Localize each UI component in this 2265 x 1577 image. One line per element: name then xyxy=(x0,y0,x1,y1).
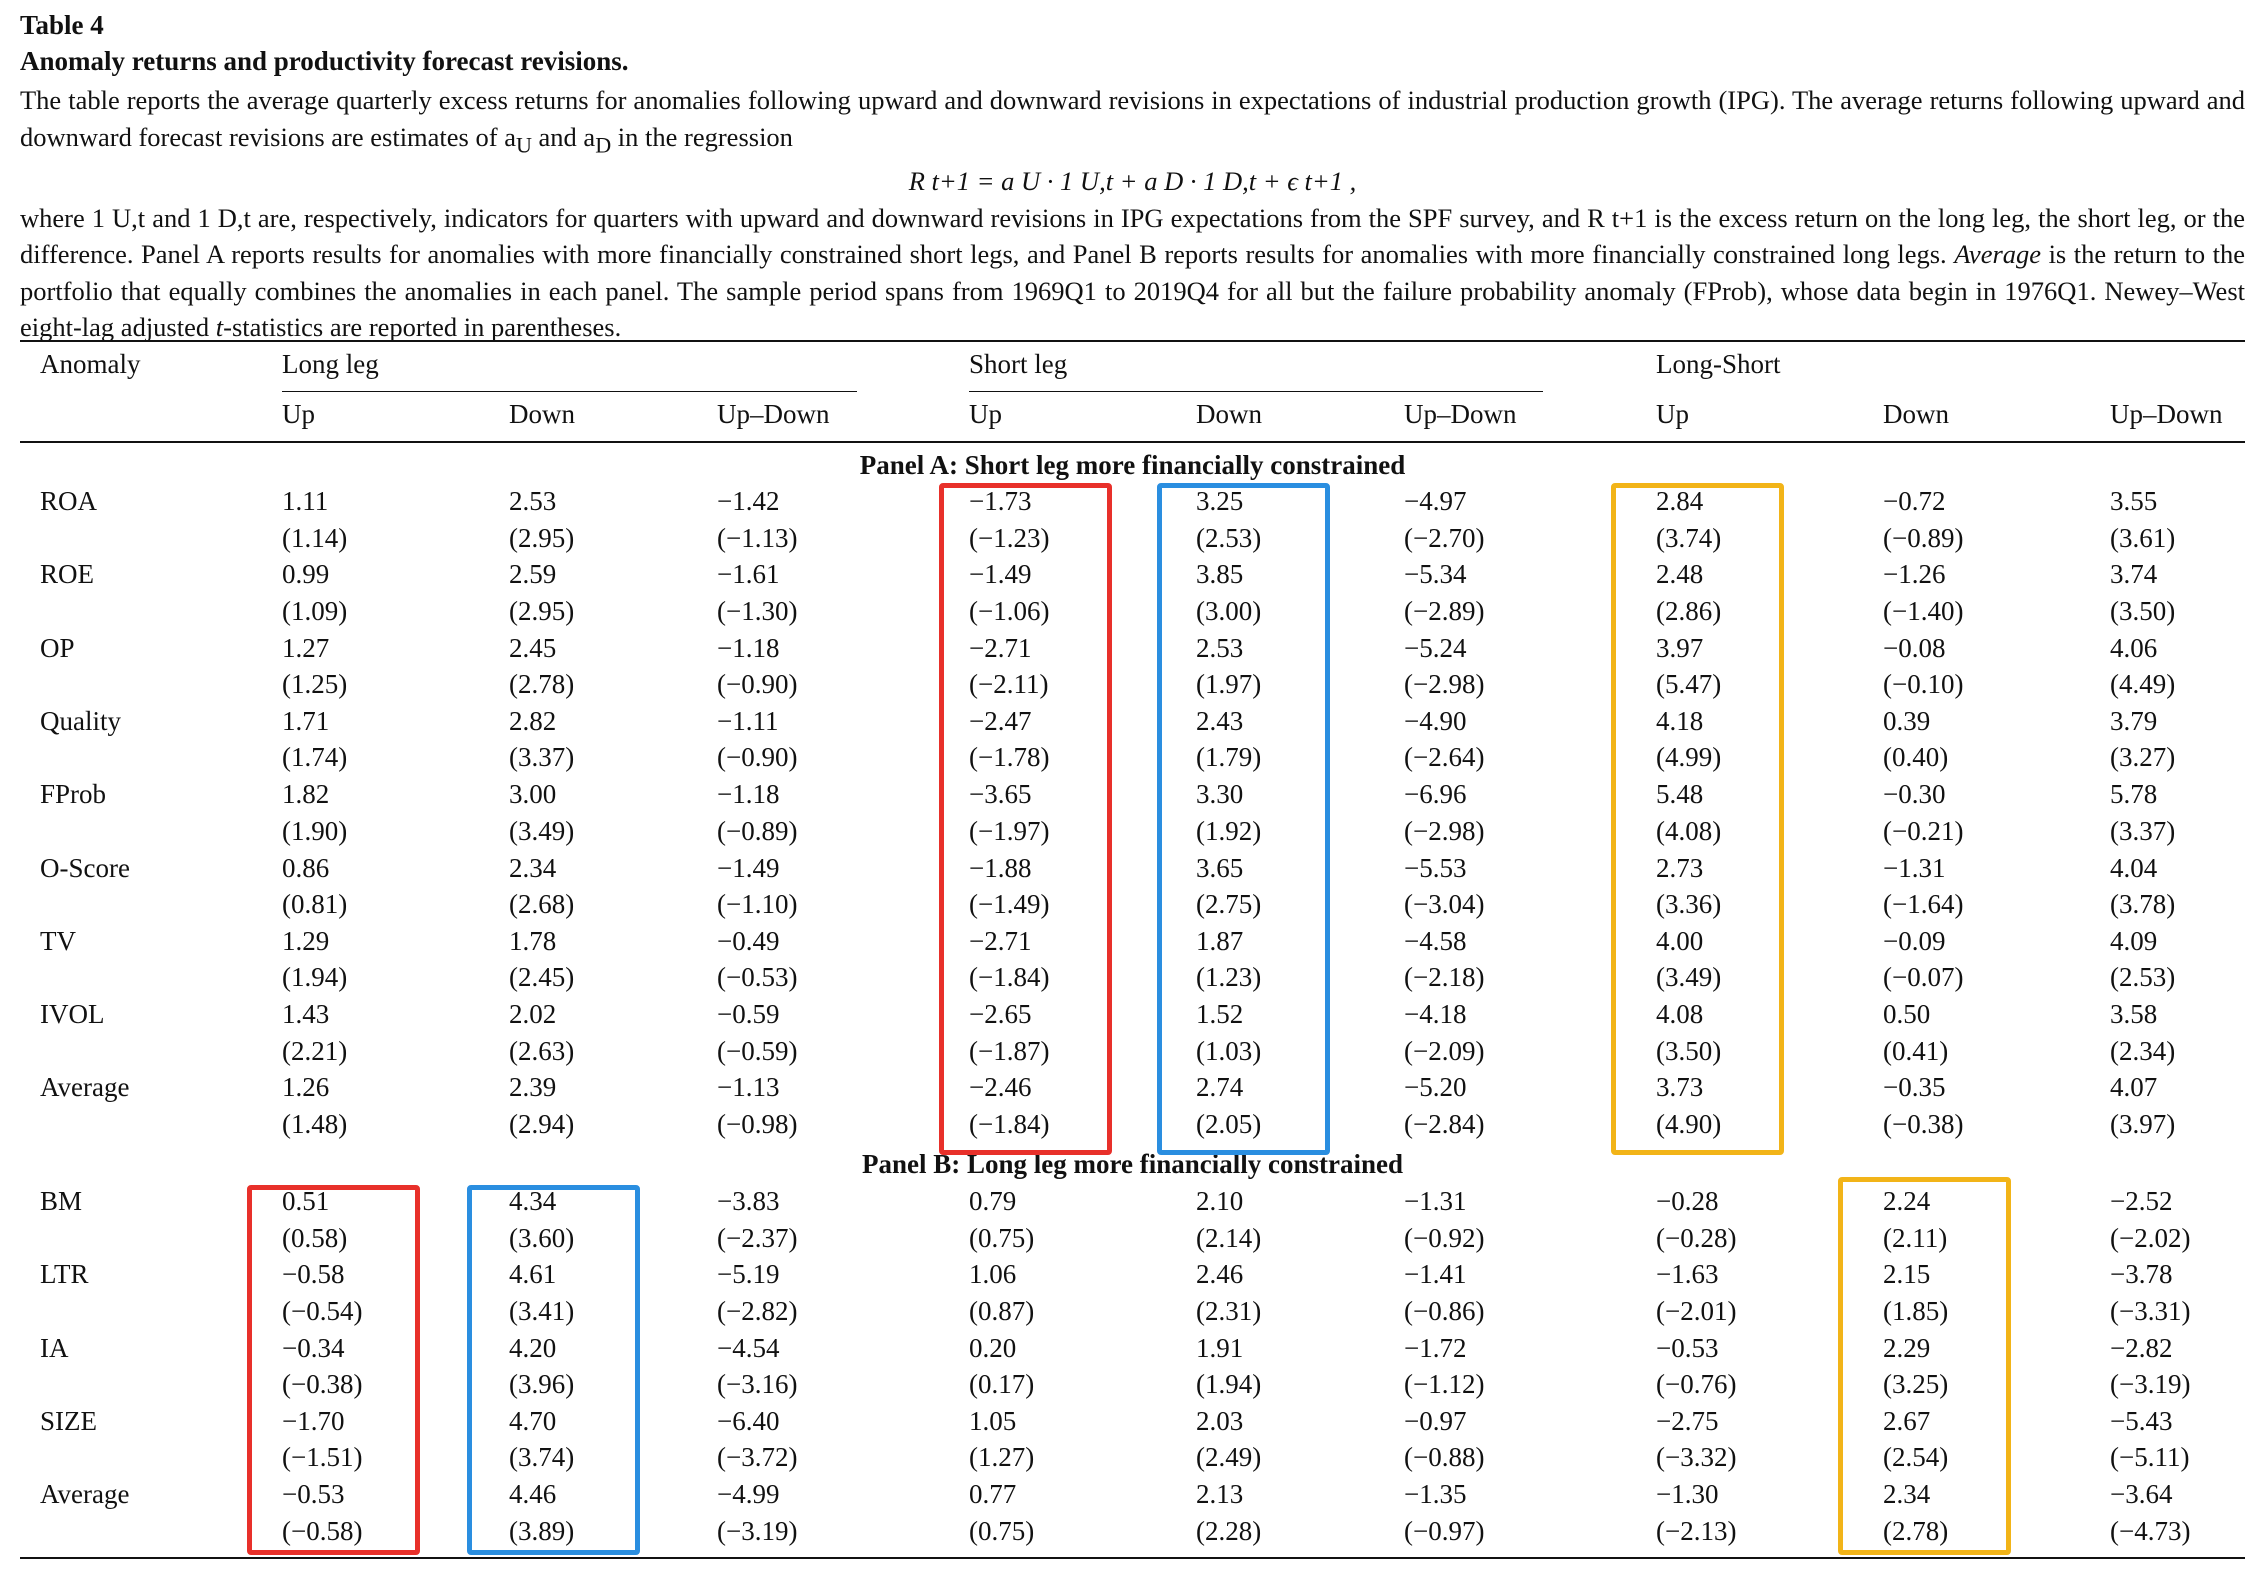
tstat-ls-up: (4.90) xyxy=(1656,1108,1722,1139)
tstat-ls-down: (2.11) xyxy=(1883,1222,1948,1253)
tstat-short-up: (−2.11) xyxy=(969,669,1049,700)
estimate-ls-down: −0.72 xyxy=(1883,486,1946,516)
row-label: O-Score xyxy=(40,852,130,883)
tstat-ls-updown: (2.53) xyxy=(2110,962,2176,993)
estimate-long-updown: −1.49 xyxy=(717,852,780,883)
estimate-short-up: 0.77 xyxy=(969,1479,1017,1510)
tstat-short-down: (1.94) xyxy=(1196,1369,1262,1400)
tstat-short-updown: (−3.04) xyxy=(1404,889,1485,919)
tstat-ls-down: (−0.10) xyxy=(1883,669,1964,700)
tstat-long-updown: (−3.72) xyxy=(717,1442,798,1473)
tstat-short-up: (−1.97) xyxy=(969,815,1050,846)
tstat-short-down: (2.53) xyxy=(1196,522,1262,553)
tstat-short-up: (−1.23) xyxy=(969,522,1050,553)
row-label: BM xyxy=(40,1186,83,1216)
estimate-long-updown: −4.54 xyxy=(717,1332,780,1363)
tstat-short-down: (2.49) xyxy=(1196,1442,1262,1473)
estimate-ls-up: −1.63 xyxy=(1656,1259,1719,1290)
estimate-long-updown: −1.61 xyxy=(717,559,780,590)
tstat-long-up: (−1.51) xyxy=(282,1442,363,1473)
tstat-short-updown: (−2.84) xyxy=(1404,1108,1485,1139)
panel-b-title: Panel B: Long leg more financially constrained xyxy=(862,1149,1403,1179)
tstat-long-updown: (−3.16) xyxy=(717,1369,798,1400)
estimate-ls-down: 2.24 xyxy=(1883,1186,1931,1216)
estimate-ls-updown: 3.74 xyxy=(2110,559,2158,590)
estimate-short-up: −1.73 xyxy=(969,486,1032,516)
estimate-ls-updown: 5.78 xyxy=(2110,779,2158,810)
estimate-long-up: 0.86 xyxy=(282,852,330,883)
estimate-long-down: 2.82 xyxy=(509,705,557,736)
tstat-long-down: (3.41) xyxy=(509,1295,575,1326)
tstat-long-updown: (−1.13) xyxy=(717,522,798,553)
tstat-ls-updown: (−3.19) xyxy=(2110,1369,2191,1400)
estimate-ls-updown: −2.52 xyxy=(2110,1186,2173,1216)
estimate-short-updown: −5.20 xyxy=(1404,1072,1467,1103)
tstat-long-up: (1.25) xyxy=(282,669,348,700)
table-title: Anomaly returns and productivity forecast revisions. xyxy=(20,46,629,76)
estimate-short-up: −2.65 xyxy=(969,999,1032,1030)
tstat-short-up: (0.87) xyxy=(969,1295,1035,1326)
estimate-short-down: 2.13 xyxy=(1196,1479,1244,1510)
estimate-long-down: 1.78 xyxy=(509,925,557,956)
estimate-long-down: 2.59 xyxy=(509,559,557,590)
estimate-short-down: 3.65 xyxy=(1196,852,1244,883)
header-long-short: Long-Short xyxy=(1656,349,1781,379)
tstat-ls-down: (0.40) xyxy=(1883,742,1949,773)
tstat-long-up: (−0.38) xyxy=(282,1369,363,1400)
tstat-ls-up: (−2.13) xyxy=(1656,1515,1737,1546)
tstat-short-updown: (−0.92) xyxy=(1404,1222,1485,1253)
estimate-ls-up: 2.84 xyxy=(1656,486,1704,516)
tstat-short-updown: (−0.97) xyxy=(1404,1515,1485,1546)
tstat-ls-down: (2.54) xyxy=(1883,1442,1949,1473)
header-ls-up: Up xyxy=(1656,399,1689,429)
estimate-ls-updown: 4.07 xyxy=(2110,1072,2158,1103)
estimate-long-up: 1.29 xyxy=(282,925,330,956)
tstat-short-down: (3.00) xyxy=(1196,595,1262,626)
tstat-long-up: (−0.58) xyxy=(282,1515,363,1546)
header-long-down: Down xyxy=(509,399,575,429)
estimate-ls-down: −1.26 xyxy=(1883,559,1946,590)
row-label: TV xyxy=(40,925,76,956)
tstat-long-down: (3.74) xyxy=(509,1442,575,1473)
tstat-short-down: (2.05) xyxy=(1196,1108,1262,1139)
tstat-ls-down: (−0.89) xyxy=(1883,522,1964,553)
estimate-long-down: 4.20 xyxy=(509,1332,557,1363)
tstat-long-down: (3.49) xyxy=(509,815,575,846)
tstat-long-updown: (−2.37) xyxy=(717,1222,798,1253)
tstat-ls-down: (−0.07) xyxy=(1883,962,1964,993)
tstat-short-up: (0.75) xyxy=(969,1222,1035,1253)
estimate-ls-down: −0.35 xyxy=(1883,1072,1946,1103)
row-label: FProb xyxy=(40,779,107,810)
tstat-short-updown: (−1.12) xyxy=(1404,1369,1485,1400)
estimate-ls-updown: 3.55 xyxy=(2110,486,2158,516)
tstat-long-up: (1.74) xyxy=(282,742,348,773)
estimate-short-up: 1.05 xyxy=(969,1405,1017,1436)
estimate-long-down: 2.45 xyxy=(509,632,557,663)
estimate-ls-down: 2.15 xyxy=(1883,1259,1931,1290)
estimate-long-updown: −3.83 xyxy=(717,1186,780,1216)
estimate-ls-up: 4.00 xyxy=(1656,925,1704,956)
tstat-long-up: (0.81) xyxy=(282,889,348,919)
estimate-ls-down: −0.30 xyxy=(1883,779,1946,810)
estimate-short-updown: −1.35 xyxy=(1404,1479,1467,1510)
estimate-ls-updown: 4.09 xyxy=(2110,925,2158,956)
estimate-short-up: −2.71 xyxy=(969,925,1032,956)
panel-a-title: Panel A: Short leg more financially constrained xyxy=(859,450,1406,480)
row-label: Quality xyxy=(40,705,121,736)
tstat-short-up: (−1.84) xyxy=(969,1108,1050,1139)
table-caption xyxy=(20,82,2245,346)
short-leg-underline xyxy=(969,391,1543,392)
estimate-ls-up: −1.30 xyxy=(1656,1479,1719,1510)
estimate-ls-up: −0.28 xyxy=(1656,1186,1719,1216)
tstat-ls-updown: (3.27) xyxy=(2110,742,2176,773)
estimate-ls-updown: 4.06 xyxy=(2110,632,2158,663)
tstat-short-updown: (−2.09) xyxy=(1404,1035,1485,1066)
tstat-ls-up: (5.47) xyxy=(1656,669,1722,700)
estimate-long-up: 0.99 xyxy=(282,559,330,590)
estimate-long-up: 1.11 xyxy=(282,486,329,516)
estimate-short-up: 0.20 xyxy=(969,1332,1017,1363)
tstat-ls-updown: (3.78) xyxy=(2110,889,2176,919)
tstat-ls-down: (2.78) xyxy=(1883,1515,1949,1546)
header-long-up: Up xyxy=(282,399,315,429)
tstat-short-down: (2.75) xyxy=(1196,889,1262,919)
tstat-short-up: (−1.84) xyxy=(969,962,1050,993)
table-label: Table 4 xyxy=(20,10,104,40)
estimate-short-down: 1.87 xyxy=(1196,925,1244,956)
estimate-short-up: −1.49 xyxy=(969,559,1032,590)
estimate-short-down: 1.52 xyxy=(1196,999,1244,1030)
tstat-ls-down: (−0.38) xyxy=(1883,1108,1964,1139)
estimate-long-up: 1.27 xyxy=(282,632,330,663)
estimate-short-updown: −4.90 xyxy=(1404,705,1467,736)
tstat-ls-up: (2.86) xyxy=(1656,595,1722,626)
header-ls-down: Down xyxy=(1883,399,1949,429)
estimate-long-up: 1.82 xyxy=(282,779,330,810)
tstat-ls-up: (3.36) xyxy=(1656,889,1722,919)
tstat-long-up: (1.09) xyxy=(282,595,348,626)
tstat-long-down: (3.89) xyxy=(509,1515,575,1546)
estimate-long-updown: −5.19 xyxy=(717,1259,780,1290)
tstat-ls-updown: (−4.73) xyxy=(2110,1515,2191,1546)
estimate-short-updown: −5.34 xyxy=(1404,559,1467,590)
row-label: IVOL xyxy=(40,999,105,1030)
estimate-ls-down: 2.34 xyxy=(1883,1479,1931,1510)
estimate-short-down: 3.30 xyxy=(1196,779,1244,810)
estimate-ls-up: 5.48 xyxy=(1656,779,1704,810)
estimate-short-updown: −1.31 xyxy=(1404,1186,1467,1216)
estimate-short-up: −2.47 xyxy=(969,705,1032,736)
row-label: Average xyxy=(40,1479,130,1510)
tstat-short-updown: (−2.98) xyxy=(1404,669,1485,700)
tstat-ls-updown: (3.37) xyxy=(2110,815,2176,846)
tstat-ls-updown: (3.61) xyxy=(2110,522,2176,553)
tstat-long-down: (2.45) xyxy=(509,962,575,993)
estimate-long-updown: −0.59 xyxy=(717,999,780,1030)
estimate-ls-up: −0.53 xyxy=(1656,1332,1719,1363)
row-label: ROA xyxy=(40,486,98,516)
estimate-ls-down: 0.50 xyxy=(1883,999,1931,1030)
header-short-up: Up xyxy=(969,399,1002,429)
tstat-long-down: (2.95) xyxy=(509,595,575,626)
header-short-down: Down xyxy=(1196,399,1262,429)
estimate-short-updown: −4.58 xyxy=(1404,925,1467,956)
tstat-long-updown: (−1.30) xyxy=(717,595,798,626)
row-label: OP xyxy=(40,632,75,663)
estimate-long-updown: −1.11 xyxy=(717,705,779,736)
estimate-ls-down: 0.39 xyxy=(1883,705,1931,736)
estimate-long-updown: −0.49 xyxy=(717,925,780,956)
estimate-ls-down: −0.08 xyxy=(1883,632,1946,663)
estimate-short-up: −2.71 xyxy=(969,632,1032,663)
tstat-short-up: (1.27) xyxy=(969,1442,1035,1473)
estimate-short-down: 3.25 xyxy=(1196,486,1244,516)
tstat-long-updown: (−0.90) xyxy=(717,669,798,700)
estimate-long-down: 3.00 xyxy=(509,779,557,810)
tstat-long-up: (1.94) xyxy=(282,962,348,993)
tstat-long-updown: (−1.10) xyxy=(717,889,798,919)
row-label: ROE xyxy=(40,559,94,590)
tstat-short-down: (1.92) xyxy=(1196,815,1262,846)
estimate-long-up: 1.71 xyxy=(282,705,330,736)
estimate-long-up: 1.43 xyxy=(282,999,330,1030)
tstat-ls-up: (−0.28) xyxy=(1656,1222,1737,1253)
tstat-ls-up: (−0.76) xyxy=(1656,1369,1737,1400)
estimate-ls-down: 2.29 xyxy=(1883,1332,1931,1363)
estimate-short-down: 2.43 xyxy=(1196,705,1244,736)
tstat-ls-down: (−0.21) xyxy=(1883,815,1964,846)
tstat-short-down: (2.14) xyxy=(1196,1222,1262,1253)
tstat-ls-up: (4.99) xyxy=(1656,742,1722,773)
estimate-short-up: −2.46 xyxy=(969,1072,1032,1103)
tstat-ls-up: (3.50) xyxy=(1656,1035,1722,1066)
caption-paragraph-2: where 1 U,t and 1 D,t are, respectively, indicators for quarters with upward and downward revisions in IPG expectations from the SPF survey, and R t+1 is the excess return on the long leg, the short leg, or the difference. Panel A reports results for anomalies with more financially constrained short legs, and Panel B reports results for anomalies with more financially constrained long legs. Average is the return to the portfolio that equally combines the anomalies in each panel. The sample period spans from 1969Q1 to 2019Q4 for all but the failure probability anomaly (FProb), whose data begin in 1976Q1. Newey–West eight-lag adjusted t-statistics are reported in parentheses. xyxy=(20,202,2245,343)
tstat-short-up: (−1.87) xyxy=(969,1035,1050,1066)
tstat-long-updown: (−0.53) xyxy=(717,962,798,993)
header-anomaly: Anomaly xyxy=(40,349,141,379)
estimate-long-updown: −1.18 xyxy=(717,779,780,810)
estimate-long-up: 0.51 xyxy=(282,1186,330,1216)
regression-equation: R t+1 = a U · 1 U,t + a D · 1 D,t + ϵ t+1 , xyxy=(908,166,1357,197)
tstat-ls-updown: (−5.11) xyxy=(2110,1442,2190,1473)
bottom-rule xyxy=(20,1557,2245,1559)
estimate-short-updown: −5.24 xyxy=(1404,632,1467,663)
estimate-short-up: 1.06 xyxy=(969,1259,1017,1290)
tstat-short-down: (2.31) xyxy=(1196,1295,1262,1326)
estimate-ls-up: −2.75 xyxy=(1656,1405,1719,1436)
estimate-long-down: 2.34 xyxy=(509,852,557,883)
header-long-leg: Long leg xyxy=(282,349,379,379)
tstat-short-updown: (−2.18) xyxy=(1404,962,1485,993)
tstat-long-up: (−0.54) xyxy=(282,1295,363,1326)
tstat-short-up: (−1.49) xyxy=(969,889,1050,919)
estimate-ls-updown: −5.43 xyxy=(2110,1405,2173,1436)
estimate-ls-updown: −3.64 xyxy=(2110,1479,2173,1510)
estimate-ls-down: −0.09 xyxy=(1883,925,1946,956)
tstat-long-down: (2.68) xyxy=(509,889,575,919)
tstat-ls-updown: (−3.31) xyxy=(2110,1295,2191,1326)
tstat-ls-up: (−2.01) xyxy=(1656,1295,1737,1326)
estimate-ls-updown: 3.58 xyxy=(2110,999,2158,1030)
tstat-ls-up: (−3.32) xyxy=(1656,1442,1737,1473)
tstat-ls-updown: (4.49) xyxy=(2110,669,2176,700)
estimate-short-updown: −5.53 xyxy=(1404,852,1467,883)
estimate-long-down: 2.39 xyxy=(509,1072,557,1103)
row-label: IA xyxy=(40,1332,69,1363)
estimate-long-up: −0.53 xyxy=(282,1479,345,1510)
estimate-short-updown: −4.97 xyxy=(1404,486,1467,516)
estimate-ls-up: 3.97 xyxy=(1656,632,1704,663)
estimate-short-updown: −6.96 xyxy=(1404,779,1467,810)
header-rule xyxy=(20,441,2245,443)
caption-paragraph-1: The table reports the average quarterly excess returns for anomalies following upward and downward revisions in expectations of industrial production growth (IPG). The average returns following upward and downward forecast revisions are estimates of $a_U$ and $a_D$ in the regression xyxy=(20,85,2245,157)
long-leg-underline xyxy=(282,391,857,392)
estimate-ls-up: 2.48 xyxy=(1656,559,1704,590)
tstat-short-down: (2.28) xyxy=(1196,1515,1262,1546)
estimate-short-updown: −4.18 xyxy=(1404,999,1467,1030)
header-short-updown: Up–Down xyxy=(1404,399,1517,429)
estimate-ls-updown: −3.78 xyxy=(2110,1259,2173,1290)
tstat-ls-up: (3.74) xyxy=(1656,522,1722,553)
tstat-long-down: (3.96) xyxy=(509,1369,575,1400)
estimate-short-down: 3.85 xyxy=(1196,559,1244,590)
tstat-short-updown: (−2.89) xyxy=(1404,595,1485,626)
tstat-ls-updown: (2.34) xyxy=(2110,1035,2176,1066)
tstat-short-updown: (−2.70) xyxy=(1404,522,1485,553)
tstat-long-updown: (−0.89) xyxy=(717,815,798,846)
estimate-short-up: −1.88 xyxy=(969,852,1032,883)
tstat-short-up: (−1.78) xyxy=(969,742,1050,773)
header-long-updown: Up–Down xyxy=(717,399,830,429)
estimate-short-updown: −1.72 xyxy=(1404,1332,1467,1363)
estimate-short-updown: −1.41 xyxy=(1404,1259,1467,1290)
estimate-short-down: 2.74 xyxy=(1196,1072,1244,1103)
estimate-short-down: 2.10 xyxy=(1196,1186,1244,1216)
tstat-ls-down: (−1.64) xyxy=(1883,889,1964,919)
estimate-short-down: 2.03 xyxy=(1196,1405,1244,1436)
tstat-ls-up: (4.08) xyxy=(1656,815,1722,846)
tstat-ls-updown: (3.97) xyxy=(2110,1108,2176,1139)
estimate-long-down: 4.34 xyxy=(509,1186,557,1216)
tstat-long-down: (2.78) xyxy=(509,669,575,700)
tstat-long-down: (3.37) xyxy=(509,742,575,773)
tstat-long-down: (3.60) xyxy=(509,1222,575,1253)
tstat-ls-down: (3.25) xyxy=(1883,1369,1949,1400)
tstat-ls-updown: (−2.02) xyxy=(2110,1222,2191,1253)
tstat-long-updown: (−0.59) xyxy=(717,1035,798,1066)
estimate-ls-up: 4.08 xyxy=(1656,999,1704,1030)
tstat-long-up: (0.58) xyxy=(282,1222,348,1253)
estimate-long-up: 1.26 xyxy=(282,1072,330,1103)
tstat-short-updown: (−0.86) xyxy=(1404,1295,1485,1326)
estimate-ls-up: 4.18 xyxy=(1656,705,1704,736)
estimate-short-updown: −0.97 xyxy=(1404,1405,1467,1436)
estimate-short-down: 1.91 xyxy=(1196,1332,1244,1363)
estimate-long-updown: −1.42 xyxy=(717,486,780,516)
row-label: LTR xyxy=(40,1259,89,1290)
estimate-short-down: 2.46 xyxy=(1196,1259,1244,1290)
estimate-ls-down: −1.31 xyxy=(1883,852,1946,883)
tstat-long-updown: (−2.82) xyxy=(717,1295,798,1326)
tstat-ls-down: (0.41) xyxy=(1883,1035,1949,1066)
estimate-ls-updown: 3.79 xyxy=(2110,705,2158,736)
estimate-long-updown: −6.40 xyxy=(717,1405,780,1436)
tstat-long-down: (2.94) xyxy=(509,1108,575,1139)
estimate-long-down: 4.46 xyxy=(509,1479,557,1510)
tstat-long-up: (1.48) xyxy=(282,1108,348,1139)
tstat-ls-down: (−1.40) xyxy=(1883,595,1964,626)
row-label: SIZE xyxy=(40,1405,97,1436)
estimate-long-updown: −4.99 xyxy=(717,1479,780,1510)
estimate-short-down: 2.53 xyxy=(1196,632,1244,663)
estimate-long-up: −0.58 xyxy=(282,1259,345,1290)
tstat-ls-up: (3.49) xyxy=(1656,962,1722,993)
top-rule xyxy=(20,340,2245,342)
tstat-short-up: (0.75) xyxy=(969,1515,1035,1546)
tstat-ls-updown: (3.50) xyxy=(2110,595,2176,626)
row-label: Average xyxy=(40,1072,130,1103)
tstat-short-down: (1.03) xyxy=(1196,1035,1262,1066)
tstat-long-down: (2.95) xyxy=(509,522,575,553)
tstat-long-updown: (−0.90) xyxy=(717,742,798,773)
tstat-short-updown: (−0.88) xyxy=(1404,1442,1485,1473)
tstat-short-down: (1.79) xyxy=(1196,742,1262,773)
tstat-short-updown: (−2.98) xyxy=(1404,815,1485,846)
estimate-long-up: −1.70 xyxy=(282,1405,345,1436)
estimate-ls-updown: −2.82 xyxy=(2110,1332,2173,1363)
tstat-long-up: (1.90) xyxy=(282,815,348,846)
tstat-long-up: (2.21) xyxy=(282,1035,348,1066)
header-short-leg: Short leg xyxy=(969,349,1068,379)
estimate-ls-up: 3.73 xyxy=(1656,1072,1704,1103)
estimate-ls-up: 2.73 xyxy=(1656,852,1704,883)
tstat-short-down: (1.23) xyxy=(1196,962,1262,993)
estimate-long-down: 4.70 xyxy=(509,1405,557,1436)
estimate-long-down: 2.02 xyxy=(509,999,557,1030)
tstat-long-up: (1.14) xyxy=(282,522,348,553)
tstat-long-updown: (−3.19) xyxy=(717,1515,798,1546)
tstat-short-up: (−1.06) xyxy=(969,595,1050,626)
tstat-short-up: (0.17) xyxy=(969,1369,1035,1400)
tstat-long-updown: (−0.98) xyxy=(717,1108,798,1139)
tstat-short-down: (1.97) xyxy=(1196,669,1262,700)
estimate-long-updown: −1.13 xyxy=(717,1072,780,1103)
estimate-ls-updown: 4.04 xyxy=(2110,852,2158,883)
estimate-long-down: 2.53 xyxy=(509,486,557,516)
tstat-ls-down: (1.85) xyxy=(1883,1295,1949,1326)
estimate-long-updown: −1.18 xyxy=(717,632,780,663)
tstat-long-down: (2.63) xyxy=(509,1035,575,1066)
estimate-ls-down: 2.67 xyxy=(1883,1405,1931,1436)
estimate-short-up: 0.79 xyxy=(969,1186,1017,1216)
estimate-long-down: 4.61 xyxy=(509,1259,557,1290)
estimate-short-up: −3.65 xyxy=(969,779,1032,810)
estimate-long-up: −0.34 xyxy=(282,1332,345,1363)
header-ls-updown: Up–Down xyxy=(2110,399,2223,429)
tstat-short-updown: (−2.64) xyxy=(1404,742,1485,773)
